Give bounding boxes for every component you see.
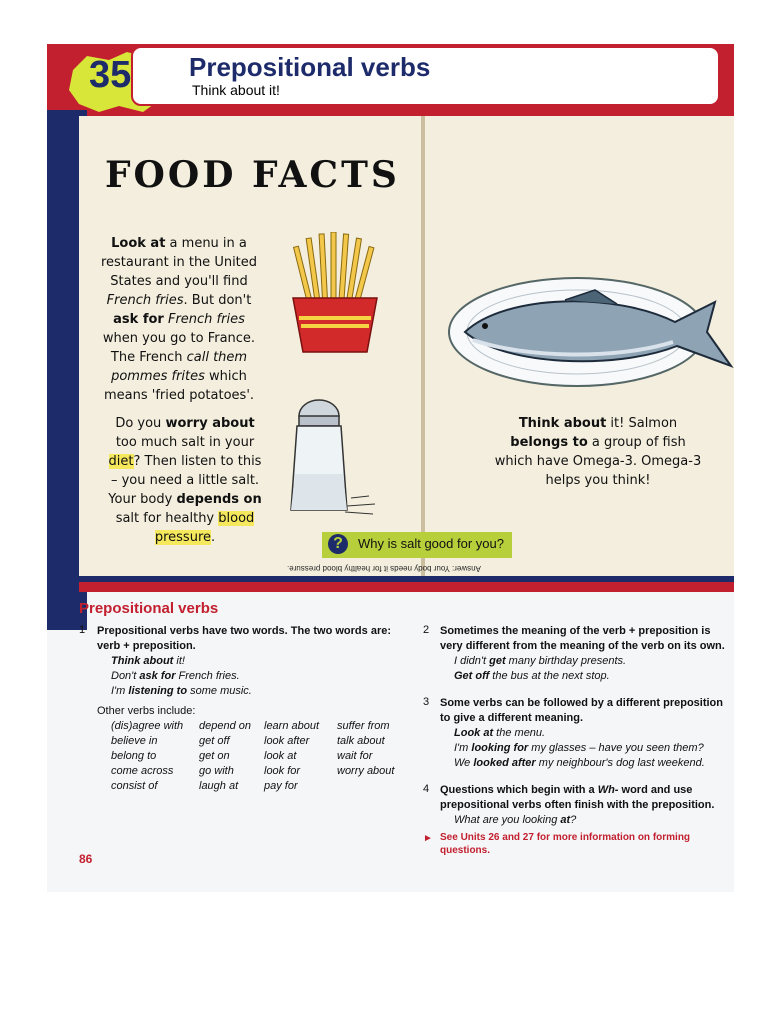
cross-reference-note[interactable]: See Units 26 and 27 for more information on forming questions. <box>440 832 691 856</box>
point-2-line-2: very different from the meaning of the verb on its own. <box>440 640 725 652</box>
book-spine <box>421 116 425 576</box>
example-get: I didn't get many birthday presents. <box>454 655 627 667</box>
fact-salt: Do you worry about too much salt in your diet? Then listen to this – you need a little salt. Your body depends on salt for healthy blood pressure. <box>108 416 262 545</box>
unit-number: 35 <box>89 54 132 96</box>
question-text: Why is salt good for you? <box>358 536 504 551</box>
point-4-line-1: Questions which begin with a Wh- word and use <box>440 784 693 796</box>
page-title: Prepositional verbs <box>189 52 431 82</box>
point-1-line-2: verb + preposition. <box>97 640 196 652</box>
page-subtitle: Think about it! <box>192 82 280 98</box>
example-look-at: Look at the menu. <box>454 727 546 739</box>
page-number: 86 <box>79 852 93 866</box>
fact-salmon: Think about it! Salmon belongs to a group of fish which have Omega-3. Omega-3 helps you think! <box>494 416 702 488</box>
divider-strip <box>79 582 734 592</box>
fact-french-fries: Look at a menu in a restaurant in the United States and you'll find French fries. But don't ask for French fries when you go to France. The French call them pommes frites which means 'fried potatoes'. <box>100 236 258 403</box>
upside-down-answer: Answer: Your body needs it for healthy blood pressure. <box>287 564 481 573</box>
example-think-about: Think about it! <box>111 655 185 667</box>
point-number-1: 1 <box>79 624 86 636</box>
point-number-4: 4 <box>423 783 430 795</box>
arrow-right-icon: ► <box>423 833 433 844</box>
example-looking-for: I'm looking for my glasses – have you seen them? <box>454 742 704 754</box>
salt-shaker-icon <box>285 394 379 520</box>
point-number-2: 2 <box>423 624 430 636</box>
verb-list-col-3: learn about look after look at look for pay for <box>264 720 320 792</box>
example-listening-to: I'm listening to some music. <box>111 685 252 697</box>
salmon-plate-icon <box>445 266 734 394</box>
point-4-line-2: prepositional verbs often finish with the preposition. <box>440 799 715 811</box>
example-looking-at: What are you looking at? <box>454 814 577 826</box>
point-number-3: 3 <box>423 696 430 708</box>
example-looked-after: We looked after my neighbour's dog last weekend. <box>454 757 705 769</box>
textbook-page <box>47 44 734 892</box>
example-get-off: Get off the bus at the next stop. <box>454 670 610 682</box>
highlight-diet: diet <box>108 454 134 469</box>
highlight-blood-pressure: blood pressure <box>154 511 255 545</box>
other-verbs-label: Other verbs include: <box>97 705 196 717</box>
question-mark-icon: ? <box>328 534 348 554</box>
point-1-line-1: Prepositional verbs have two words. The two words are: <box>97 625 392 637</box>
grammar-section-title: Prepositional verbs <box>79 600 219 617</box>
verb-list-col-2: depend on get off get on go with laugh at <box>199 720 251 792</box>
question-box <box>322 532 512 558</box>
verb-list-col-1: (dis)agree with believe in belong to come across consist of <box>111 720 184 792</box>
french-fries-icon <box>279 232 391 354</box>
example-ask-for: Don't ask for French fries. <box>111 670 240 682</box>
point-2-line-1: Sometimes the meaning of the verb + preposition is <box>440 625 711 637</box>
verb-list-col-4: suffer from talk about wait for worry about <box>337 720 395 777</box>
point-3-line-2: to give a different meaning. <box>440 712 584 724</box>
point-3-line-1: Some verbs can be followed by a different preposition <box>440 697 723 709</box>
food-facts-title: FOOD FACTS <box>105 154 400 196</box>
